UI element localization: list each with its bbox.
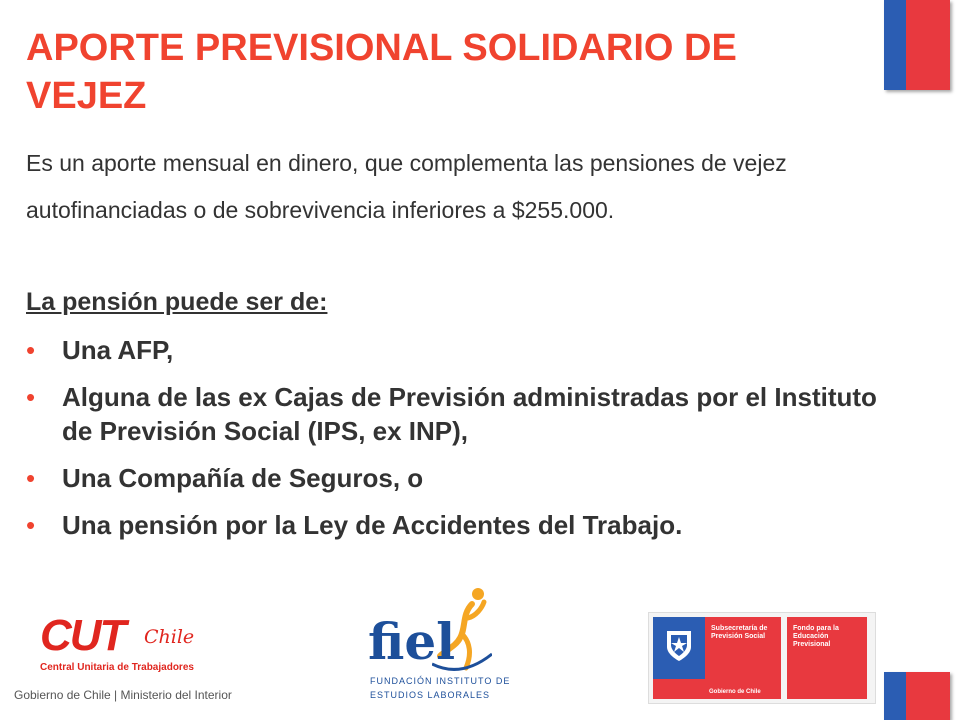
bullet-item: • Alguna de las ex Cajas de Previsión administradas por el Instituto de Previsión Social (IPS, ex INP), bbox=[26, 382, 877, 446]
subsecretaria-logo bbox=[653, 617, 781, 699]
cut-logo-chile: Chile bbox=[144, 626, 195, 648]
subsecretaria-text: Subsecretaría de Previsión Social bbox=[711, 625, 768, 640]
footer-text: Gobierno de Chile | Ministerio del Interior bbox=[14, 688, 232, 702]
fondo-logo bbox=[787, 617, 867, 699]
cut-logo-subtitle: Central Unitaria de Trabajadores bbox=[40, 662, 194, 673]
bullet-marker: • bbox=[26, 382, 36, 412]
intro-paragraph: Es un aporte mensual en dinero, que complementa las pensiones de vejez autofinanciadas o de sobrevivencia inferiores a $255.000. bbox=[26, 150, 787, 223]
bullet-item: • Una pensión por la Ley de Accidentes del Trabajo. bbox=[26, 510, 683, 540]
bullet-item: • Una AFP, bbox=[26, 335, 174, 365]
government-logos bbox=[648, 612, 876, 704]
cut-logo-main: CUT bbox=[40, 611, 125, 660]
subheading: La pensión puede ser de: bbox=[26, 288, 328, 316]
fiel-logo-word: fiel bbox=[368, 612, 456, 671]
fiel-logo-subtitle-1: FUNDACIÓN INSTITUTO DE bbox=[370, 676, 511, 686]
bullet-marker: • bbox=[26, 510, 36, 540]
coat-of-arms-icon bbox=[661, 625, 697, 665]
bullet-list bbox=[26, 333, 906, 555]
fondo-text: Fondo para la Educación Previsional bbox=[793, 625, 839, 648]
bullet-marker: • bbox=[26, 463, 36, 493]
bullet-item: • Una Compañía de Seguros, o bbox=[26, 463, 424, 493]
chile-flag-top bbox=[884, 0, 950, 90]
fiel-logo bbox=[366, 584, 511, 714]
fiel-logo-subtitle-2: ESTUDIOS LABORALES bbox=[370, 690, 491, 700]
chile-flag-bottom bbox=[884, 672, 950, 720]
bullet-marker: • bbox=[26, 335, 36, 365]
cut-logo bbox=[36, 612, 196, 680]
gobierno-label: Gobierno de Chile bbox=[709, 689, 761, 695]
slide-title: APORTE PREVISIONAL SOLIDARIO DE VEJEZ bbox=[26, 27, 737, 117]
